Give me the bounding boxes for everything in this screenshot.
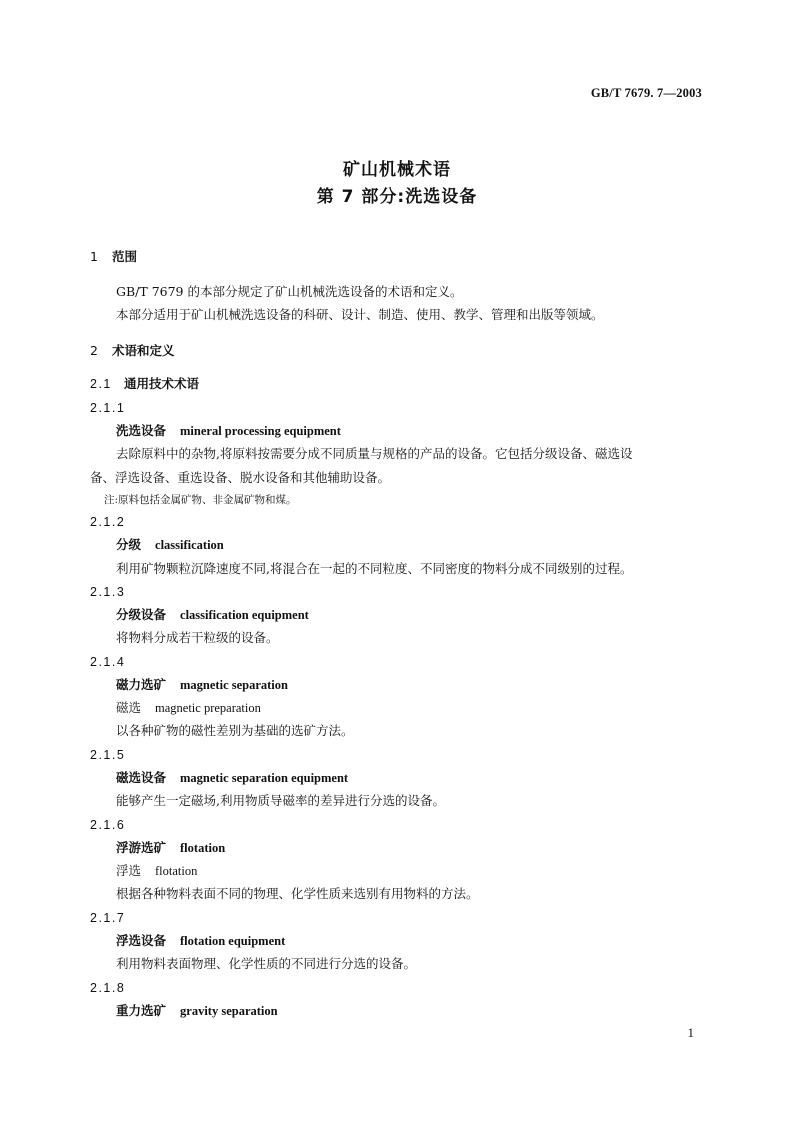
section-number: 1 [90,249,98,264]
page-number: 1 [687,1025,694,1040]
term-zh: 洗选设备 [116,423,167,438]
section-title: 术语和定义 [112,343,175,358]
standard-code: GB/T 7679. 7—2003 [590,86,702,100]
clause-number: 2.1.5 [90,748,126,762]
term-entry [116,933,285,949]
subsection-2-1-heading [90,376,199,392]
section-title: 范围 [112,249,138,264]
term-en: mineral processing equipment [180,424,341,438]
term-en: flotation [180,841,226,855]
synonym-en: flotation [155,864,198,878]
document-subtitle: 第 7 部分:洗选设备 [316,187,478,207]
definition: 利用矿物颗粒沉降速度不同,将混合在一起的不同粒度、不同密度的物料分成不同级别的过程。 [116,561,633,576]
term-entry [116,770,348,786]
term-entry [116,840,225,856]
term-zh: 磁选设备 [116,770,167,785]
clause-number: 2.1.2 [90,515,126,529]
term-zh: 浮游选矿 [116,840,167,855]
term-entry [116,677,288,693]
subsection-number: 2.1 [90,377,112,391]
paragraph: 本部分适用于矿山机械洗选设备的科研、设计、制造、使用、教学、管理和出版等领域。 [116,307,604,322]
section-2-heading [90,343,175,359]
term-en: flotation equipment [180,934,286,948]
definition: 根据各种物料表面不同的物理、化学性质来选别有用物料的方法。 [116,886,479,901]
synonym-entry [116,700,261,716]
synonym-zh: 浮选 [116,863,142,878]
definition-continued: 备、浮选设备、重选设备、脱水设备和其他辅助设备。 [90,470,391,485]
clause-number: 2.1.4 [90,655,126,669]
definition: 以各种矿物的磁性差别为基础的选矿方法。 [116,723,354,738]
subsection-title: 通用技术术语 [124,376,200,391]
term-zh: 分级设备 [116,607,167,622]
term-en: classification [155,538,224,552]
term-entry [116,537,224,553]
synonym-en: magnetic preparation [155,701,261,715]
term-zh: 浮选设备 [116,933,167,948]
term-en: magnetic separation [180,678,288,692]
clause-number: 2.1.7 [90,911,126,925]
term-en: gravity separation [180,1004,278,1018]
term-entry [116,1003,278,1019]
term-zh: 分级 [116,537,142,552]
definition: 将物料分成若干粒级的设备。 [116,630,279,645]
term-en: classification equipment [180,608,309,622]
term-zh: 重力选矿 [116,1003,167,1018]
term-en: magnetic separation equipment [180,771,349,785]
definition: 利用物料表面物理、化学性质的不同进行分选的设备。 [116,956,417,971]
synonym-zh: 磁选 [116,700,142,715]
clause-number: 2.1.1 [90,401,126,415]
clause-number: 2.1.6 [90,818,126,832]
clause-number: 2.1.8 [90,981,126,995]
term-entry [116,607,309,623]
clause-number: 2.1.3 [90,585,126,599]
synonym-entry [116,863,197,879]
note: 注:原料包括金属矿物、非金属矿物和煤。 [104,494,297,506]
section-number: 2 [90,343,98,358]
document-title: 矿山机械术语 [343,160,451,180]
term-zh: 磁力选矿 [116,677,167,692]
term-entry [116,423,341,439]
paragraph: GB/T 7679 的本部分规定了矿山机械洗选设备的术语和定义。 [116,284,463,299]
section-1-heading [90,249,137,265]
definition: 能够产生一定磁场,利用物质导磁率的差异进行分选的设备。 [116,793,445,808]
definition: 去除原料中的杂物,将原料按需要分成不同质量与规格的产品的设备。它包括分级设备、磁选设 [116,446,633,461]
